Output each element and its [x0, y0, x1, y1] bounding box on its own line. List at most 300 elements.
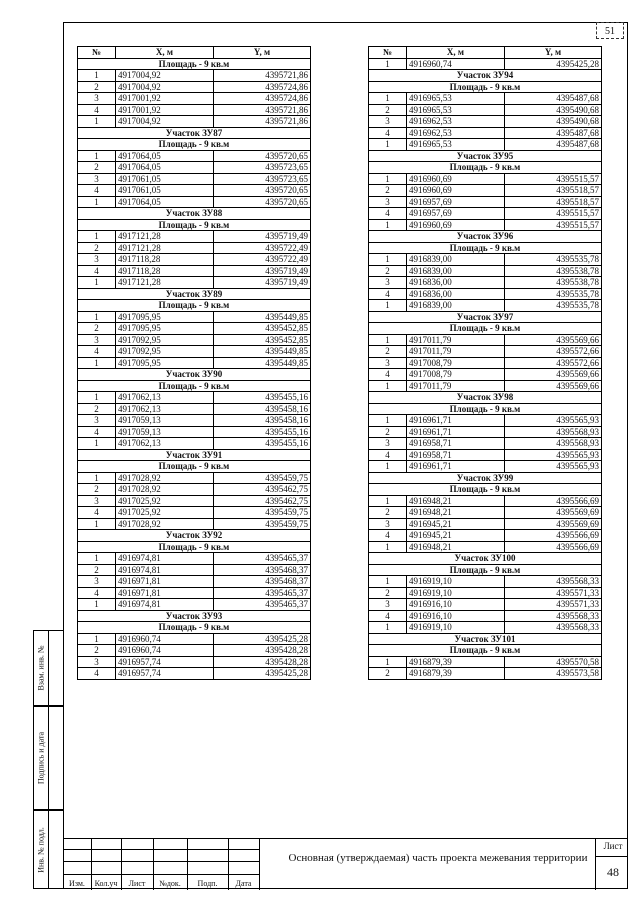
x-coordinate: 4916971,81	[116, 576, 214, 588]
point-number: 3	[369, 357, 407, 369]
section-header-row	[369, 392, 602, 404]
x-coordinate: 4916960,74	[116, 633, 214, 645]
table-row	[78, 346, 311, 358]
header-x: X, м	[116, 47, 214, 59]
x-coordinate: 4916916,10	[407, 610, 505, 622]
y-coordinate: 4395425,28	[214, 633, 311, 645]
y-coordinate: 4395724,86	[214, 81, 311, 93]
table-row	[369, 288, 602, 300]
point-number: 1	[369, 254, 407, 266]
x-coordinate: 4916839,00	[407, 265, 505, 277]
point-number: 4	[369, 127, 407, 139]
section-header-row	[369, 81, 602, 93]
x-coordinate: 4917008,79	[407, 369, 505, 381]
table-row	[78, 196, 311, 208]
section-header-row	[369, 553, 602, 565]
coordinates-table-right	[368, 46, 602, 680]
point-number: 1	[78, 196, 116, 208]
x-coordinate: 4917062,13	[116, 403, 214, 415]
point-number: 2	[369, 507, 407, 519]
point-number: 3	[78, 334, 116, 346]
point-number: 2	[78, 81, 116, 93]
x-coordinate: 4917095,95	[116, 311, 214, 323]
sidebar-inv-replace-label: Взам. инв. №	[36, 645, 46, 691]
table-row	[78, 392, 311, 404]
y-coordinate: 4395571,33	[505, 587, 602, 599]
x-coordinate: 4917025,92	[116, 495, 214, 507]
x-coordinate: 4916916,10	[407, 599, 505, 611]
point-number: 2	[369, 265, 407, 277]
point-number: 1	[369, 173, 407, 185]
sidebar-sign-date	[33, 706, 63, 810]
section-header: Площадь - 9 кв.м	[78, 139, 311, 151]
point-number: 3	[369, 196, 407, 208]
point-number: 3	[369, 438, 407, 450]
table-row	[369, 369, 602, 381]
x-coordinate: 4916957,74	[116, 668, 214, 680]
section-header: Площадь - 9 кв.м	[369, 81, 602, 93]
y-coordinate: 4395538,78	[505, 265, 602, 277]
table-row	[369, 185, 602, 197]
y-coordinate: 4395719,49	[214, 277, 311, 289]
x-coordinate: 4917011,79	[407, 334, 505, 346]
table-row	[78, 472, 311, 484]
table-row	[369, 254, 602, 266]
point-number: 1	[369, 300, 407, 312]
x-coordinate: 4917121,28	[116, 231, 214, 243]
y-coordinate: 4395515,57	[505, 208, 602, 220]
point-number: 2	[369, 346, 407, 358]
section-header-row	[369, 150, 602, 162]
point-number: 4	[78, 507, 116, 519]
section-header-row	[369, 564, 602, 576]
y-coordinate: 4395570,58	[505, 656, 602, 668]
section-header: Площадь - 9 кв.м	[369, 564, 602, 576]
y-coordinate: 4395465,37	[214, 587, 311, 599]
table-row	[78, 323, 311, 335]
sidebar-inv-orig-label: Инв. № подл.	[36, 826, 46, 873]
y-coordinate: 4395722,49	[214, 254, 311, 266]
table-row	[78, 564, 311, 576]
section-header-row	[369, 472, 602, 484]
table-row	[369, 576, 602, 588]
section-header: Площадь - 9 кв.м	[78, 541, 311, 553]
y-coordinate: 4395565,93	[505, 415, 602, 427]
x-coordinate: 4916836,00	[407, 277, 505, 289]
y-coordinate: 4395568,93	[505, 426, 602, 438]
section-header: Площадь - 9 кв.м	[78, 380, 311, 392]
y-coordinate: 4395568,33	[505, 622, 602, 634]
x-coordinate: 4917095,95	[116, 357, 214, 369]
table-row	[369, 219, 602, 231]
table-row	[78, 185, 311, 197]
table-row	[78, 357, 311, 369]
y-coordinate: 4395721,86	[214, 104, 311, 116]
x-coordinate: 4916948,21	[407, 495, 505, 507]
y-coordinate: 4395515,57	[505, 173, 602, 185]
y-coordinate: 4395428,28	[214, 645, 311, 657]
sidebar-inv-orig	[33, 810, 63, 889]
table-row	[78, 254, 311, 266]
y-coordinate: 4395569,69	[505, 518, 602, 530]
table-row	[369, 196, 602, 208]
stamp-col-doc: №док.	[159, 879, 181, 888]
y-coordinate: 4395425,28	[214, 668, 311, 680]
point-number: 3	[78, 656, 116, 668]
sheet-number: 48	[607, 865, 619, 879]
x-coordinate: 4916879,39	[407, 656, 505, 668]
table-row	[369, 426, 602, 438]
stamp-col-change: Изм.	[69, 879, 85, 888]
x-coordinate: 4917118,28	[116, 265, 214, 277]
header-y: Y, м	[505, 47, 602, 59]
y-coordinate: 4395458,16	[214, 415, 311, 427]
section-header-row	[78, 208, 311, 220]
section-header: Участок ЗУ95	[369, 150, 602, 162]
point-number: 4	[369, 530, 407, 542]
point-number: 3	[78, 576, 116, 588]
y-coordinate: 4395462,75	[214, 495, 311, 507]
y-coordinate: 4395452,85	[214, 323, 311, 335]
x-coordinate: 4916919,10	[407, 587, 505, 599]
section-header: Площадь - 9 кв.м	[369, 242, 602, 254]
section-header: Участок ЗУ92	[78, 530, 311, 542]
y-coordinate: 4395721,86	[214, 116, 311, 128]
point-number: 2	[78, 403, 116, 415]
x-coordinate: 4916974,81	[116, 553, 214, 565]
section-header-row	[369, 162, 602, 174]
y-coordinate: 4395449,85	[214, 311, 311, 323]
point-number: 1	[78, 357, 116, 369]
point-number: 1	[369, 334, 407, 346]
y-coordinate: 4395572,66	[505, 346, 602, 358]
section-header: Площадь - 9 кв.м	[78, 219, 311, 231]
point-number: 4	[78, 185, 116, 197]
table-row	[78, 507, 311, 519]
table-row	[78, 81, 311, 93]
x-coordinate: 4916839,00	[407, 300, 505, 312]
table-row	[78, 93, 311, 105]
table-row	[78, 495, 311, 507]
x-coordinate: 4916965,53	[407, 104, 505, 116]
point-number: 1	[369, 139, 407, 151]
x-coordinate: 4916958,71	[407, 449, 505, 461]
y-coordinate: 4395719,49	[214, 265, 311, 277]
y-coordinate: 4395465,37	[214, 599, 311, 611]
y-coordinate: 4395425,28	[505, 58, 602, 70]
table-row	[369, 277, 602, 289]
x-coordinate: 4917004,92	[116, 116, 214, 128]
section-header-row	[369, 645, 602, 657]
y-coordinate: 4395455,16	[214, 438, 311, 450]
point-number: 4	[78, 668, 116, 680]
x-coordinate: 4917028,92	[116, 518, 214, 530]
table-row	[369, 541, 602, 553]
section-header-row	[78, 127, 311, 139]
section-header: Участок ЗУ98	[369, 392, 602, 404]
x-coordinate: 4917061,05	[116, 185, 214, 197]
page-number: 51	[596, 22, 624, 39]
table-row	[78, 599, 311, 611]
x-coordinate: 4916919,10	[407, 576, 505, 588]
x-coordinate: 4917008,79	[407, 357, 505, 369]
y-coordinate: 4395487,68	[505, 127, 602, 139]
section-header-row	[78, 610, 311, 622]
y-coordinate: 4395449,85	[214, 346, 311, 358]
table-row	[78, 116, 311, 128]
x-coordinate: 4916919,10	[407, 622, 505, 634]
y-coordinate: 4395565,93	[505, 449, 602, 461]
x-coordinate: 4916957,69	[407, 196, 505, 208]
x-coordinate: 4917064,05	[116, 196, 214, 208]
table-row	[78, 150, 311, 162]
table-row	[78, 656, 311, 668]
table-row	[369, 587, 602, 599]
x-coordinate: 4916960,69	[407, 173, 505, 185]
x-coordinate: 4916962,53	[407, 127, 505, 139]
table-row	[369, 668, 602, 680]
section-header: Участок ЗУ88	[78, 208, 311, 220]
x-coordinate: 4917121,28	[116, 277, 214, 289]
section-header: Площадь - 9 кв.м	[369, 645, 602, 657]
y-coordinate: 4395535,78	[505, 288, 602, 300]
table-row	[78, 645, 311, 657]
table-row	[78, 438, 311, 450]
point-number: 1	[78, 553, 116, 565]
x-coordinate: 4916965,53	[407, 139, 505, 151]
x-coordinate: 4917061,05	[116, 173, 214, 185]
point-number: 4	[369, 449, 407, 461]
point-number: 3	[369, 599, 407, 611]
table-row	[369, 530, 602, 542]
point-number: 1	[369, 93, 407, 105]
stamp-col-sheet: Лист	[128, 879, 146, 888]
x-coordinate: 4916961,71	[407, 461, 505, 473]
section-header: Площадь - 9 кв.м	[78, 300, 311, 312]
table-row	[369, 449, 602, 461]
table-row	[369, 139, 602, 151]
point-number: 3	[78, 173, 116, 185]
table-row	[78, 265, 311, 277]
x-coordinate: 4917062,13	[116, 438, 214, 450]
y-coordinate: 4395724,86	[214, 93, 311, 105]
section-header-row	[78, 58, 311, 70]
y-coordinate: 4395573,58	[505, 668, 602, 680]
y-coordinate: 4395723,65	[214, 173, 311, 185]
section-header: Участок ЗУ99	[369, 472, 602, 484]
y-coordinate: 4395565,93	[505, 461, 602, 473]
x-coordinate: 4916960,74	[116, 645, 214, 657]
section-header-row	[78, 288, 311, 300]
table-row	[369, 622, 602, 634]
x-coordinate: 4917092,95	[116, 334, 214, 346]
point-number: 4	[369, 369, 407, 381]
point-number: 1	[78, 277, 116, 289]
table-row	[369, 610, 602, 622]
y-coordinate: 4395468,37	[214, 564, 311, 576]
point-number: 2	[78, 162, 116, 174]
y-coordinate: 4395455,16	[214, 426, 311, 438]
y-coordinate: 4395569,66	[505, 334, 602, 346]
y-coordinate: 4395572,66	[505, 357, 602, 369]
point-number: 1	[78, 392, 116, 404]
point-number: 3	[369, 518, 407, 530]
y-coordinate: 4395719,49	[214, 231, 311, 243]
section-header-row	[78, 380, 311, 392]
x-coordinate: 4916962,53	[407, 116, 505, 128]
table-row	[369, 127, 602, 139]
section-header: Участок ЗУ90	[78, 369, 311, 381]
point-number: 3	[78, 93, 116, 105]
y-coordinate: 4395571,33	[505, 599, 602, 611]
y-coordinate: 4395569,69	[505, 507, 602, 519]
x-coordinate: 4917011,79	[407, 380, 505, 392]
section-header: Участок ЗУ94	[369, 70, 602, 82]
x-coordinate: 4916945,21	[407, 518, 505, 530]
y-coordinate: 4395568,93	[505, 438, 602, 450]
section-header-row	[78, 219, 311, 231]
point-number: 2	[78, 564, 116, 576]
y-coordinate: 4395535,78	[505, 254, 602, 266]
table-row	[369, 104, 602, 116]
y-coordinate: 4395465,37	[214, 553, 311, 565]
table-row	[78, 162, 311, 174]
section-header-row	[369, 323, 602, 335]
point-number: 1	[369, 541, 407, 553]
y-coordinate: 4395535,78	[505, 300, 602, 312]
y-coordinate: 4395462,75	[214, 484, 311, 496]
table-row	[369, 357, 602, 369]
table-row	[369, 599, 602, 611]
x-coordinate: 4916839,00	[407, 254, 505, 266]
table-row	[369, 173, 602, 185]
x-coordinate: 4916960,69	[407, 219, 505, 231]
table-row	[369, 334, 602, 346]
section-header-row	[78, 461, 311, 473]
y-coordinate: 4395487,68	[505, 93, 602, 105]
table-row	[78, 633, 311, 645]
table-row	[78, 518, 311, 530]
point-number: 2	[78, 242, 116, 254]
x-coordinate: 4917028,92	[116, 472, 214, 484]
x-coordinate: 4917011,79	[407, 346, 505, 358]
sidebar-inv-replace	[33, 630, 63, 706]
sheet-label: Лист	[603, 841, 623, 851]
x-coordinate: 4916836,00	[407, 288, 505, 300]
point-number: 1	[78, 518, 116, 530]
point-number: 3	[78, 495, 116, 507]
table-row	[78, 173, 311, 185]
point-number: 4	[369, 610, 407, 622]
x-coordinate: 4917121,28	[116, 242, 214, 254]
point-number: 1	[369, 461, 407, 473]
document-title: Основная (утверждаемая) часть проекта межевания территории	[288, 852, 588, 864]
x-coordinate: 4917062,13	[116, 392, 214, 404]
x-coordinate: 4916971,81	[116, 587, 214, 599]
point-number: 1	[369, 58, 407, 70]
y-coordinate: 4395538,78	[505, 277, 602, 289]
y-coordinate: 4395720,65	[214, 150, 311, 162]
x-coordinate: 4917001,92	[116, 93, 214, 105]
section-header: Площадь - 9 кв.м	[78, 58, 311, 70]
x-coordinate: 4917095,95	[116, 323, 214, 335]
x-coordinate: 4917059,13	[116, 415, 214, 427]
stamp-col-date: Дата	[235, 879, 252, 888]
section-header-row	[78, 139, 311, 151]
section-header: Площадь - 9 кв.м	[369, 323, 602, 335]
point-number: 3	[78, 415, 116, 427]
x-coordinate: 4916879,39	[407, 668, 505, 680]
point-number: 4	[369, 208, 407, 220]
y-coordinate: 4395568,33	[505, 610, 602, 622]
section-header: Площадь - 9 кв.м	[78, 622, 311, 634]
section-header-row	[369, 484, 602, 496]
point-number: 2	[369, 185, 407, 197]
x-coordinate: 4916960,74	[407, 58, 505, 70]
point-number: 1	[78, 70, 116, 82]
title-block	[63, 838, 628, 890]
table-row	[78, 231, 311, 243]
y-coordinate: 4395721,86	[214, 70, 311, 82]
point-number: 1	[78, 599, 116, 611]
y-coordinate: 4395458,16	[214, 403, 311, 415]
section-header-row	[369, 311, 602, 323]
table-row	[369, 346, 602, 358]
x-coordinate: 4916961,71	[407, 426, 505, 438]
x-coordinate: 4917028,92	[116, 484, 214, 496]
y-coordinate: 4395515,57	[505, 219, 602, 231]
section-header-row	[369, 70, 602, 82]
section-header: Площадь - 9 кв.м	[369, 484, 602, 496]
table-row	[369, 507, 602, 519]
point-number: 1	[78, 150, 116, 162]
table-row	[369, 518, 602, 530]
table-row	[78, 242, 311, 254]
point-number: 1	[78, 311, 116, 323]
table-row	[369, 208, 602, 220]
y-coordinate: 4395459,75	[214, 518, 311, 530]
section-header-row	[78, 300, 311, 312]
x-coordinate: 4917004,92	[116, 81, 214, 93]
sidebar-sign-date-label: Подпись и дата	[36, 731, 46, 785]
point-number: 4	[78, 587, 116, 599]
table-row	[78, 484, 311, 496]
section-header-row	[78, 622, 311, 634]
table-row	[78, 587, 311, 599]
section-header: Участок ЗУ87	[78, 127, 311, 139]
point-number: 1	[369, 656, 407, 668]
x-coordinate: 4917001,92	[116, 104, 214, 116]
table-row	[78, 426, 311, 438]
section-header-row	[369, 403, 602, 415]
table-row	[78, 277, 311, 289]
section-header: Площадь - 9 кв.м	[78, 461, 311, 473]
section-header-row	[78, 369, 311, 381]
point-number: 2	[78, 645, 116, 657]
x-coordinate: 4917118,28	[116, 254, 214, 266]
point-number: 3	[78, 254, 116, 266]
y-coordinate: 4395566,69	[505, 495, 602, 507]
table-row	[78, 668, 311, 680]
y-coordinate: 4395569,66	[505, 380, 602, 392]
section-header: Участок ЗУ89	[78, 288, 311, 300]
point-number: 1	[369, 380, 407, 392]
table-row	[369, 58, 602, 70]
y-coordinate: 4395459,75	[214, 472, 311, 484]
point-number: 1	[369, 576, 407, 588]
x-coordinate: 4916948,21	[407, 507, 505, 519]
table-row	[369, 415, 602, 427]
